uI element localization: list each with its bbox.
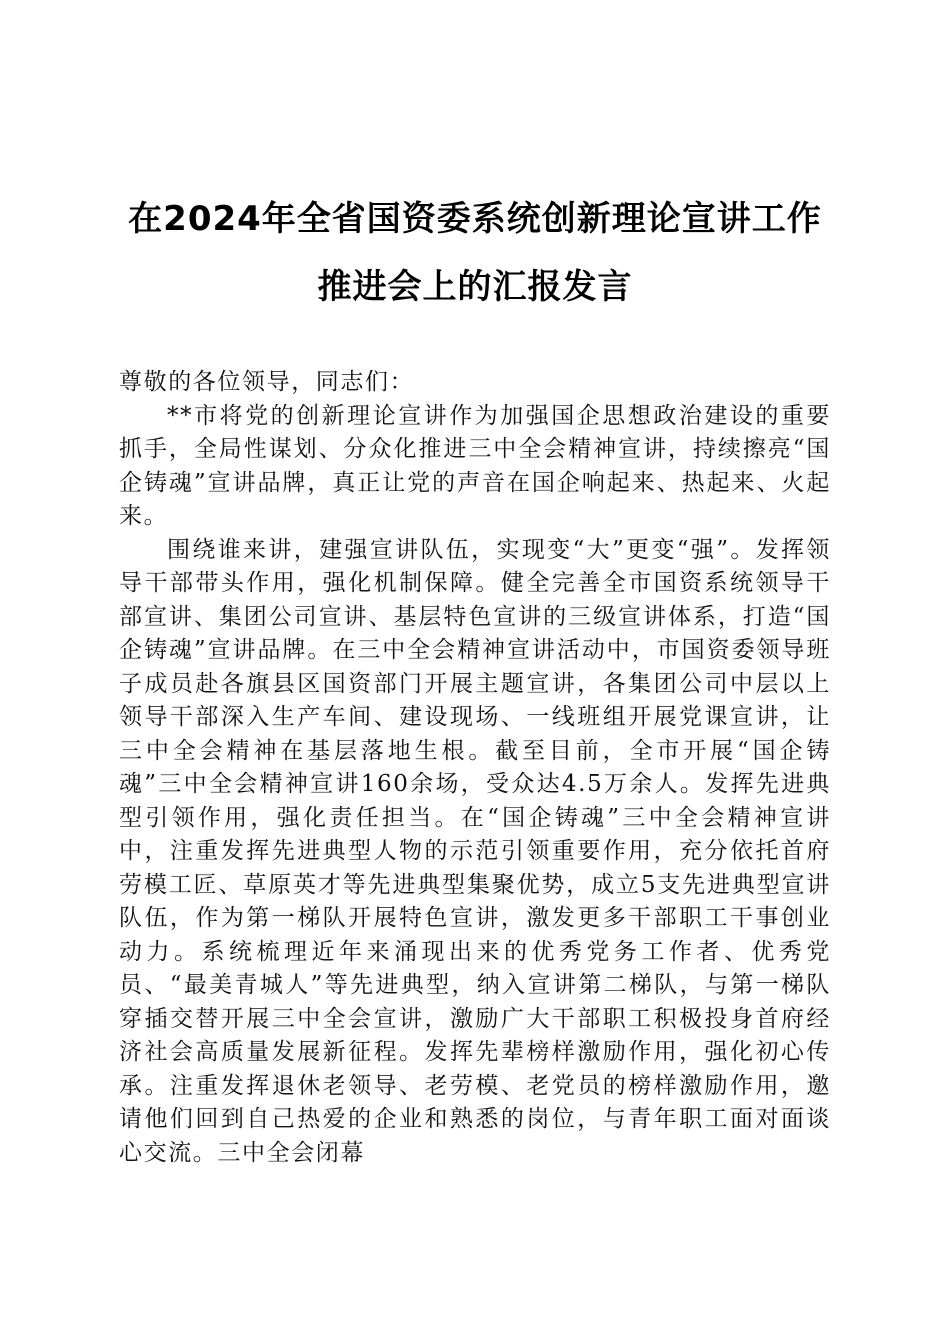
paragraph-2: 围绕谁来讲，建强宣讲队伍，实现变“大”更变“强”。发挥领导干部带头作用，强化机制保障。健全完善全市国资系统领导干部宣讲、集团公司宣讲、基层特色宣讲的三级宣讲体系，打造“国企铸魂”宣讲品牌。在三中全会精神宣讲活动中，市国资委领导班子成员赴各旗县区国资部门开展主题宣讲，各集团公司中层以上领导干部深入生产车间、建设现场、一线班组开展党课宣讲，让三中全会精神在基层落地生根。截至目前，全市开展“国企铸魂”三中全会精神宣讲160余场，受众达4.5万余人。发挥先进典型引领作用，强化责任担当。在“国企铸魂”三中全会精神宣讲中，注重发挥先进典型人物的示范引领重要作用，充分依托首府劳模工匠、草原英才等先进典型集聚优势，成立5支先进典型宣讲队伍，作为第一梯队开展特色宣讲，激发更多干部职工干事创业动力。系统梳理近年来涌现出来的优秀党务工作者、优秀党员、“最美青城人”等先进典型，纳入宣讲第二梯队，与第一梯队穿插交替开展三中全会宣讲，激励广大干部职工积极投身首府经济社会高质量发展新征程。发挥先辈榜样激励作用，强化初心传承。注重发挥退休老领导、老劳模、老党员的榜样激励作用，邀请他们回到自己热爱的企业和熟悉的岗位，与青年职工面对面谈心交流。三中全会闭幕 — [119, 536, 831, 1166]
salutation: 尊敬的各位领导，同志们： — [119, 369, 415, 395]
document-title-line-1: 在2024年全省国资委系统创新理论宣讲工作 — [128, 199, 822, 239]
document-body — [119, 366, 831, 1170]
document-title-line-2: 推进会上的汇报发言 — [317, 267, 633, 307]
paragraph-1: **市将党的创新理论宣讲作为加强国企思想政治建设的重要抓手，全局性谋划、分众化推进三中全会精神宣讲，持续擦亮“国企铸魂”宣讲品牌，真正让党的声音在国企响起来、热起来、火起来。 — [119, 402, 831, 529]
